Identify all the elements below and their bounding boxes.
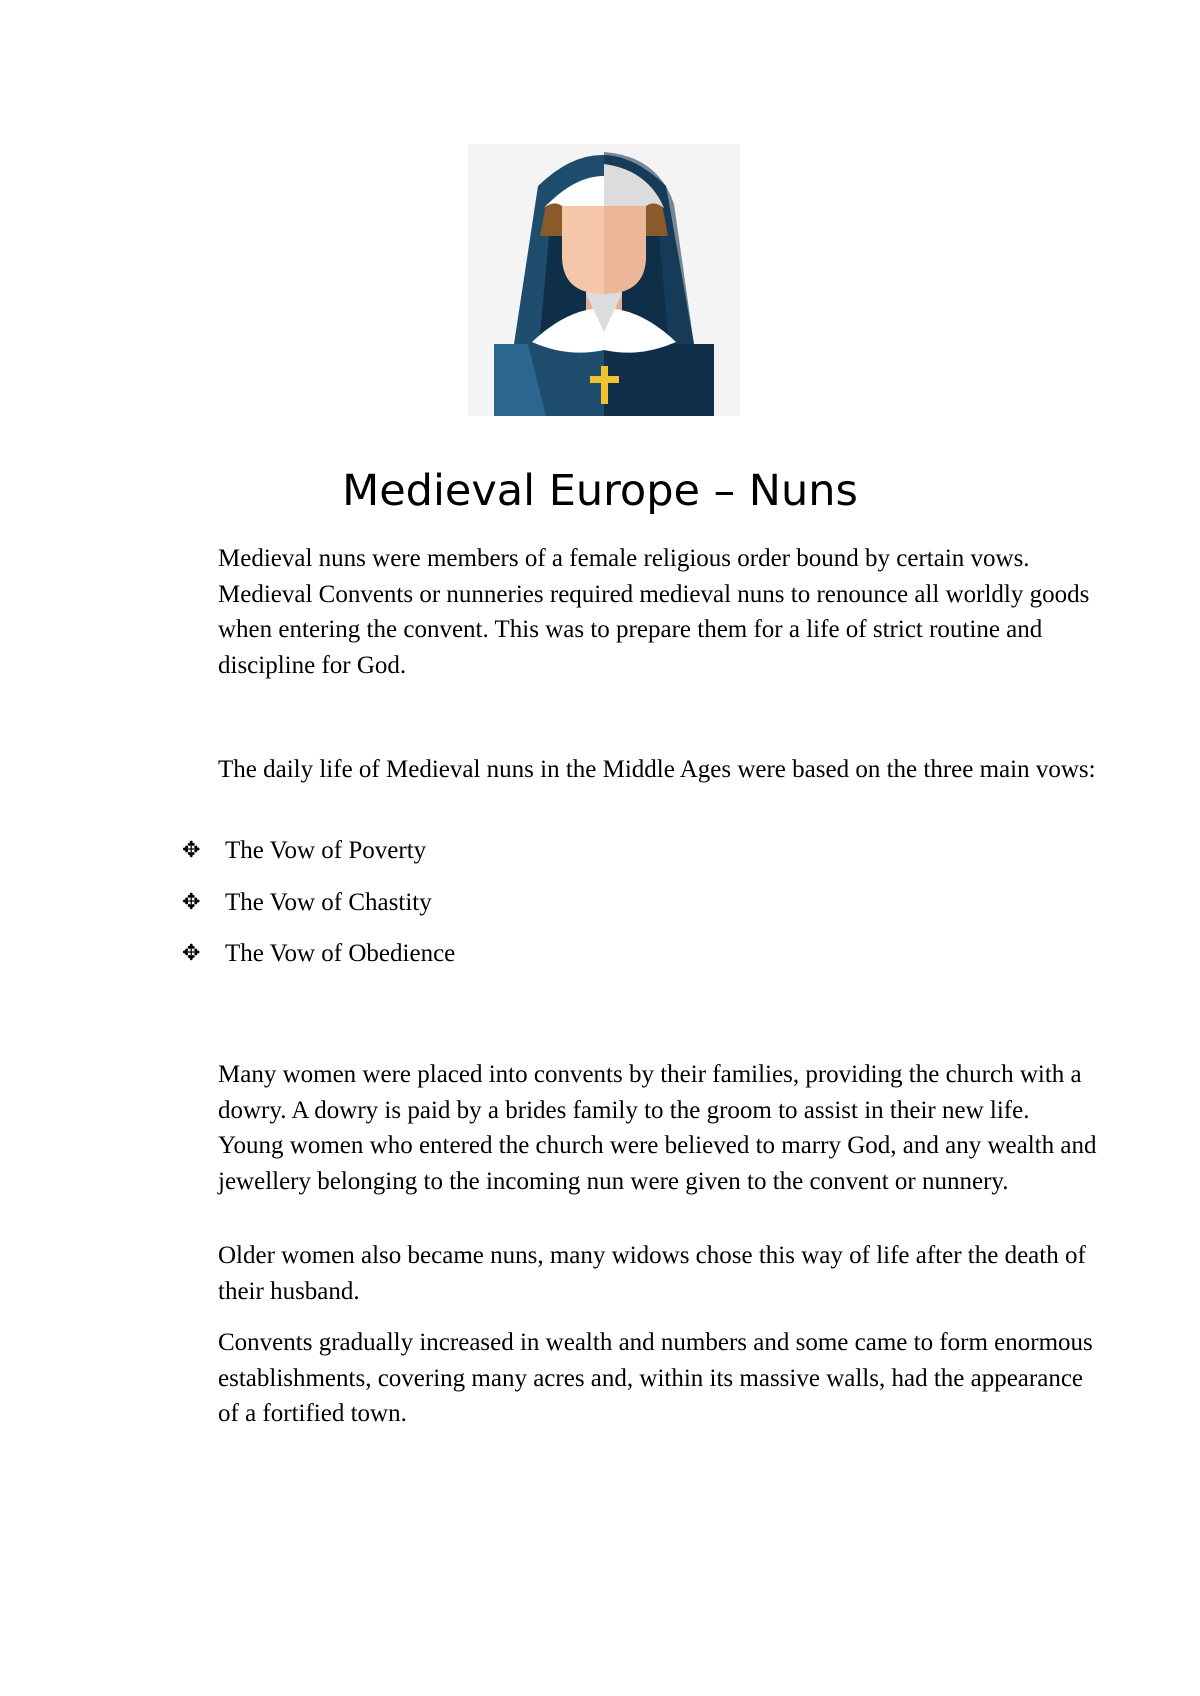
vows-list	[180, 833, 980, 988]
nun-icon	[468, 144, 740, 416]
vow-label: The Vow of Chastity	[225, 888, 432, 916]
bullet-icon: ✥	[182, 838, 201, 863]
dowry-paragraph: Many women were placed into convents by their families, providing the church with a dowry. A dowry is paid by a brides family to the groom to assist in their new life. Young women who entered the church were believed to marry God, and any wealth and jewellery belonging to the incoming nun were given to the convent or nunnery.	[218, 1061, 1097, 1195]
nun-illustration	[468, 144, 740, 416]
vow-label: The Vow of Poverty	[225, 837, 427, 864]
robe-shade	[604, 344, 714, 416]
widows-paragraph: Older women also became nuns, many widows chose this way of life after the death of their husband.	[218, 1242, 1086, 1305]
bullet-icon: ✥	[182, 889, 201, 915]
vows-intro-paragraph: The daily life of Medieval nuns in the Middle Ages were based on the three main vows:	[218, 756, 1096, 783]
bullet-icon: ✥	[182, 941, 201, 966]
intro-paragraph: Medieval nuns were members of a female religious order bound by certain vows. Medieval Convents or nunneries required medieval nuns to renounce all worldly goods when entering the convent. This was to prepare them for a life of strict routine and discipline for God.	[218, 545, 1090, 679]
list-item	[180, 833, 980, 869]
vow-label: The Vow of Obedience	[225, 940, 456, 967]
page-title: Medieval Europe – Nuns	[342, 466, 858, 516]
wealth-paragraph: Convents gradually increased in wealth and numbers and some came to form enormous establishments, covering many acres and, within its massive walls, had the appearance of a fortified town.	[218, 1329, 1093, 1427]
list-item	[180, 885, 980, 921]
list-item	[180, 936, 980, 972]
